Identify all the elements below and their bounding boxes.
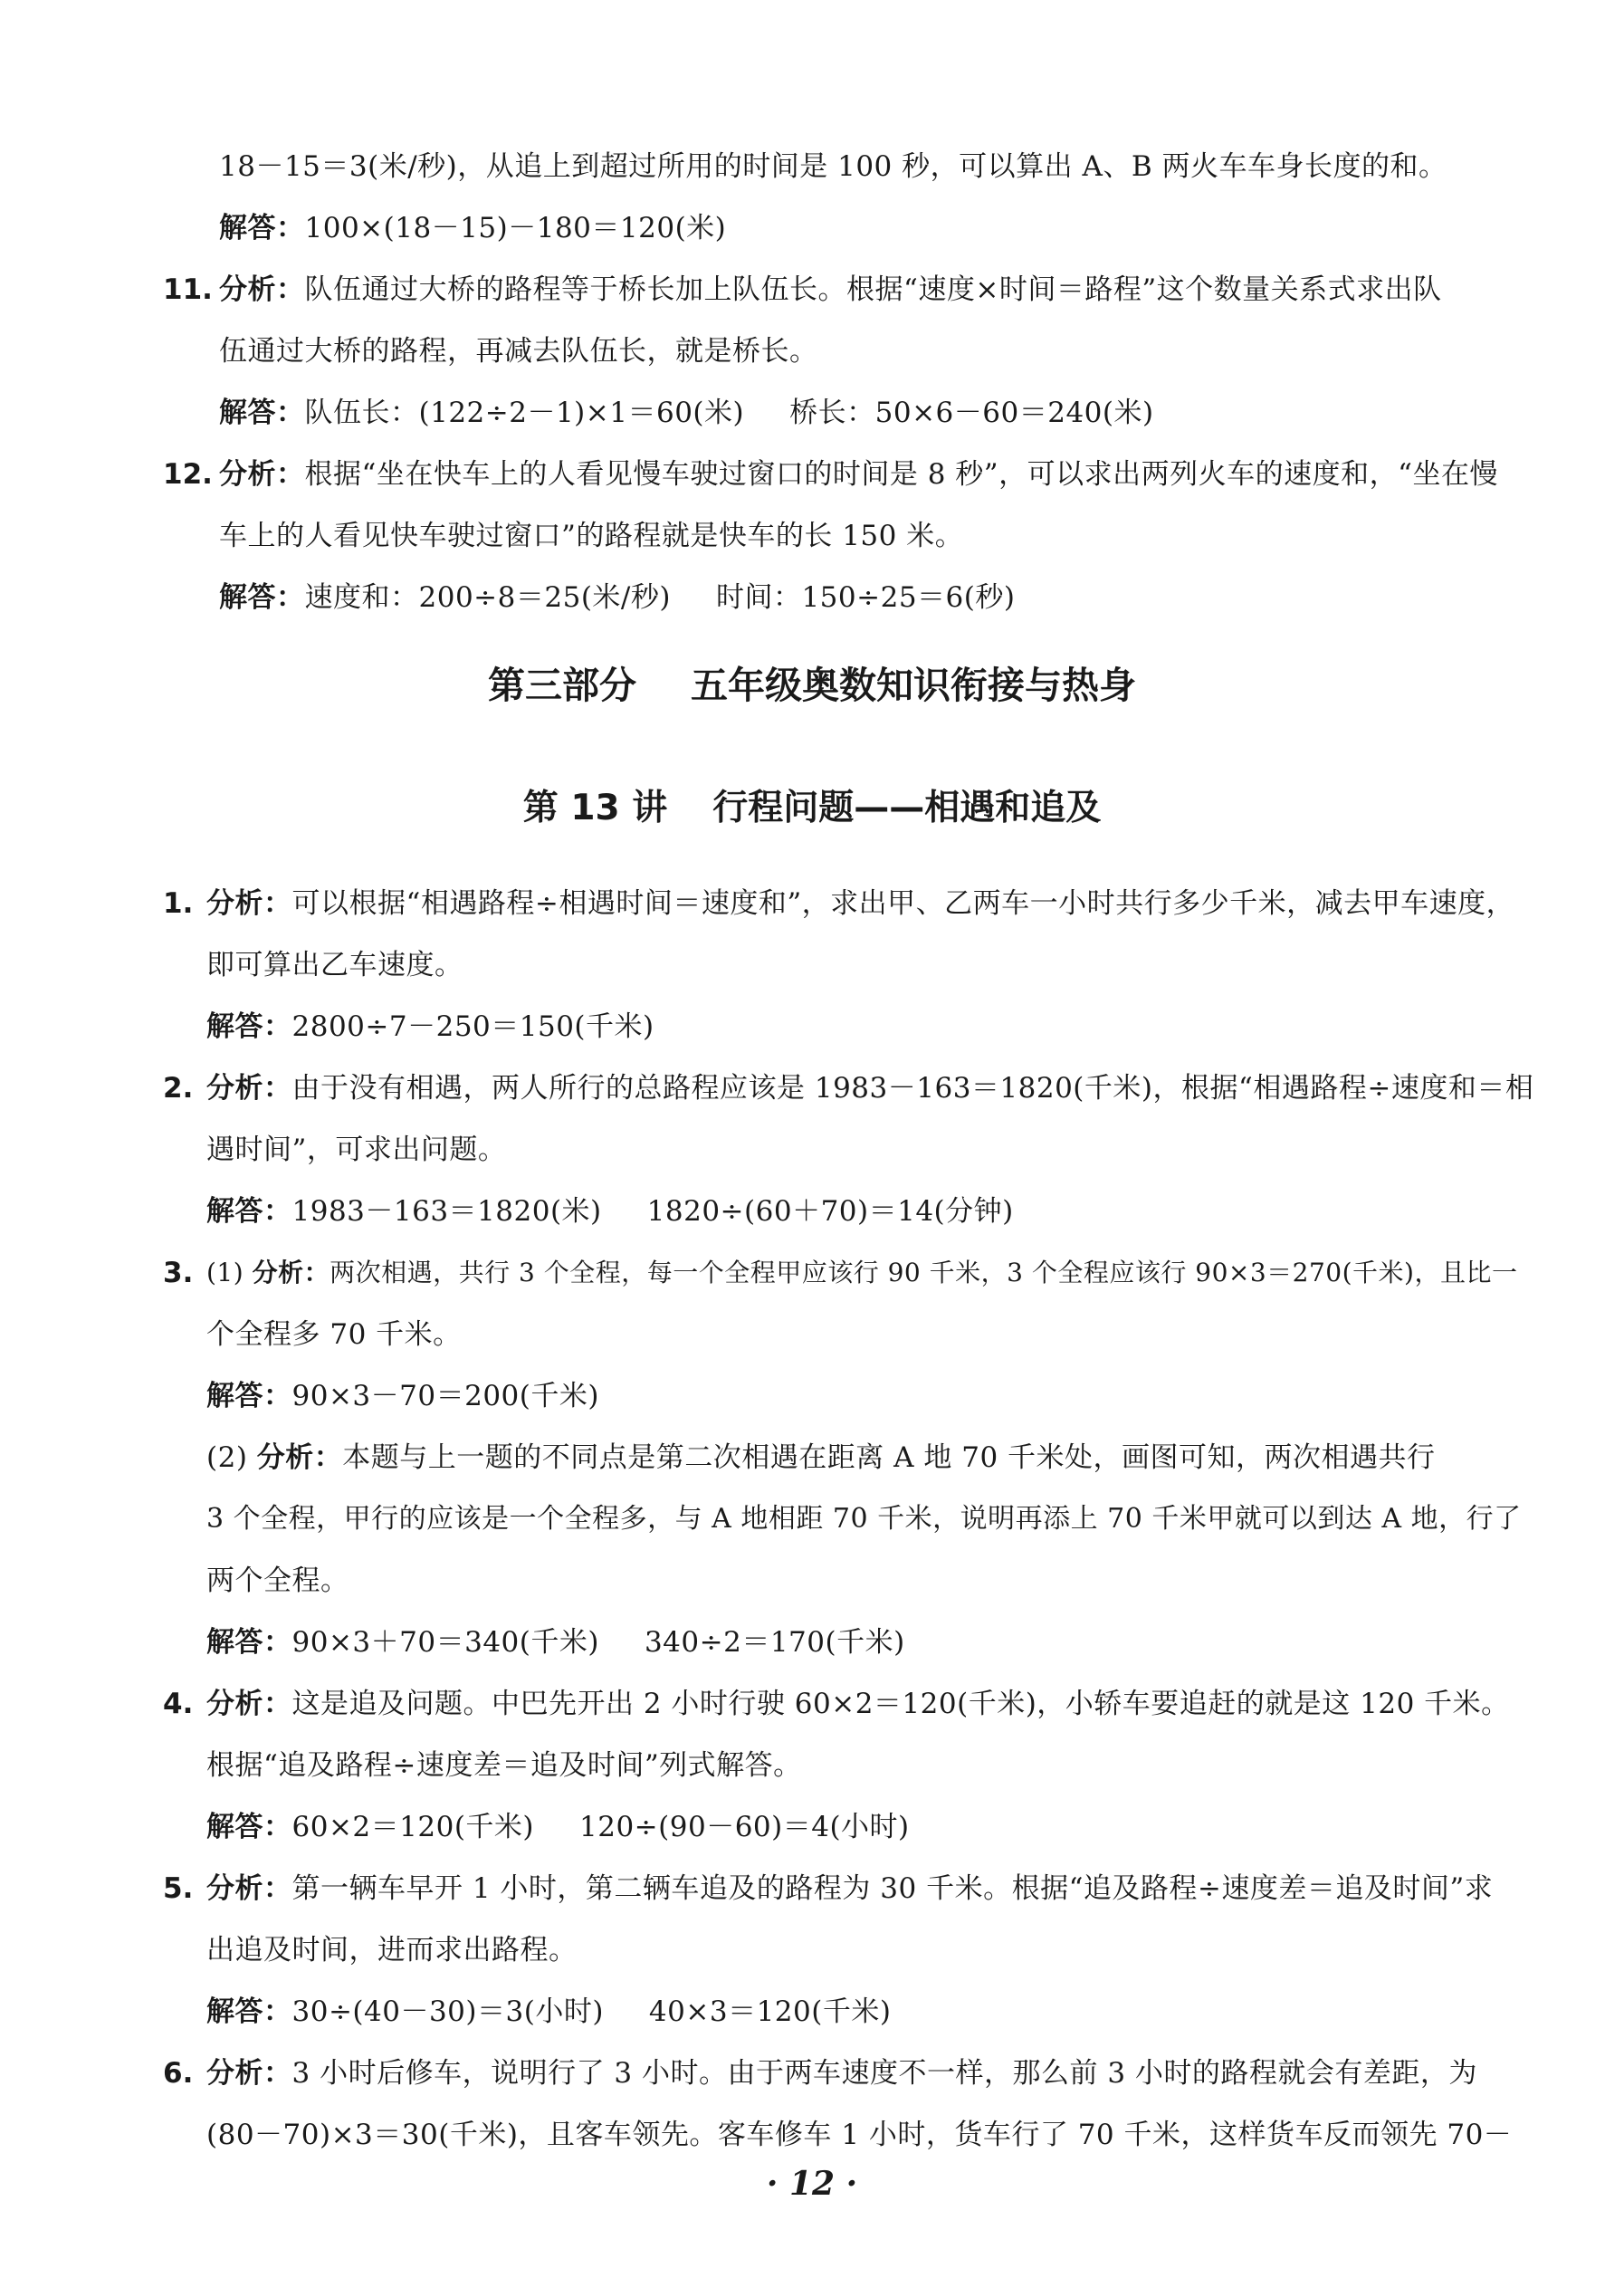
page-number: · 12 ·	[766, 2165, 858, 2203]
q11-analysis-line-1	[219, 272, 1442, 308]
analysis-label: 分析：	[252, 1258, 330, 1287]
question-number: 2.	[163, 1072, 194, 1105]
q5-analysis-line-2: 出追及时间，进而求出路程。	[206, 1934, 578, 1966]
answer-text: 桥长：50×6－60＝240(米)	[789, 397, 1154, 429]
q5-analysis-line-1	[206, 1871, 1493, 1907]
answer-label: 解答：	[206, 1811, 292, 1843]
answer-text: 40×3＝120(千米)	[648, 1995, 892, 2028]
part-number: 第三部分	[488, 664, 636, 707]
question-number: 4.	[163, 1688, 194, 1720]
q3-analysis-line-2: 个全程多 70 千米。	[206, 1318, 462, 1351]
q1-analysis-line-2: 即可算出乙车速度。	[206, 949, 463, 981]
q11-answer	[219, 395, 1154, 431]
analysis-label: 分析：	[219, 458, 305, 491]
analysis-label: 分析：	[219, 273, 305, 306]
q5-answer	[206, 1994, 891, 2030]
q12-analysis-line-1	[219, 456, 1498, 493]
answer-text: 100×(18－15)－180＝120(米)	[304, 212, 727, 244]
q6-analysis-line-1	[206, 2055, 1477, 2091]
analysis-text: 本题与上一题的不同点是第二次相遇在距离 A 地 70 千米处，画图可知，两次相遇共行	[342, 1441, 1436, 1474]
question-number: 6.	[163, 2057, 194, 2090]
question-number: 1.	[163, 887, 194, 920]
q3-answer-1	[206, 1378, 599, 1414]
answer-text: 速度和：200÷8＝25(米/秒)	[304, 581, 671, 614]
answer-text: 2800÷7－250＝150(千米)	[291, 1010, 654, 1043]
q2-answer	[206, 1193, 1014, 1230]
answer-label: 解答：	[206, 1380, 292, 1412]
answer-text: 90×3－70＝200(千米)	[291, 1380, 599, 1412]
analysis-text: 这是追及问题。中巴先开出 2 小时行驶 60×2＝120(千米)，小轿车要追赶的就是这 120 千米。	[291, 1688, 1510, 1720]
answer-label: 解答：	[219, 397, 305, 429]
q3-answer-2	[206, 1624, 905, 1660]
q2-analysis-line-2: 遇时间”，可求出问题。	[206, 1134, 507, 1166]
q6-analysis-line-2: (80－70)×3＝30(千米)，且客车领先。客车修车 1 小时，货车行了 70 千米，这样货车反而领先 70－	[206, 2119, 1513, 2151]
part-marker: (1)	[206, 1258, 244, 1287]
prev-cont-line: 18－15＝3(米/秒)，从追上到超过所用的时间是 100 秒，可以算出 A、B 两火车车身长度的和。	[219, 150, 1447, 183]
q3-analysis2-line-3: 两个全程。	[206, 1565, 349, 1597]
analysis-text: 可以根据“相遇路程÷相遇时间＝速度和”，求出甲、乙两车一小时共行多少千米，减去甲车速度，	[291, 887, 1515, 920]
answer-text: 90×3＋70＝340(千米)	[291, 1626, 599, 1659]
answer-label: 解答：	[219, 581, 305, 614]
q3-analysis2-line-1	[206, 1440, 1436, 1476]
answer-text: 340÷2＝170(千米)	[644, 1626, 905, 1659]
q11-analysis-line-2: 伍通过大桥的路程，再减去队伍长，就是桥长。	[219, 335, 818, 368]
question-number: 3.	[163, 1257, 194, 1289]
answer-text: 30÷(40－30)＝3(小时)	[291, 1995, 604, 2028]
q3-analysis-line-1	[206, 1255, 1517, 1291]
part-heading	[0, 663, 1624, 708]
answer-label: 解答：	[206, 1995, 292, 2028]
question-number: 5.	[163, 1872, 194, 1905]
analysis-label: 分析：	[206, 1072, 292, 1105]
q4-analysis-line-2: 根据“追及路程÷速度差＝追及时间”列式解答。	[206, 1749, 802, 1782]
q2-analysis-line-1	[206, 1070, 1533, 1106]
part-title: 五年级奥数知识衔接与热身	[691, 664, 1136, 707]
q12-answer	[219, 579, 1015, 616]
answer-text: 时间：150÷25＝6(秒)	[715, 581, 1016, 614]
q3-analysis2-line-2: 3 个全程，甲行的应该是一个全程多，与 A 地相距 70 千米，说明再添上 70 千米甲就可以到达 A 地，行了	[206, 1503, 1522, 1535]
answer-text: 队伍长：(122÷2－1)×1＝60(米)	[304, 397, 745, 429]
answer-label: 解答：	[206, 1010, 292, 1043]
answer-label: 解答：	[206, 1626, 292, 1659]
analysis-text: 两次相遇，共行 3 个全程，每一个全程甲应该行 90 千米，3 个全程应该行 90×3＝270(千米)，且比一	[330, 1258, 1518, 1287]
answer-text: 1983－163＝1820(米)	[291, 1195, 602, 1228]
lecture-number: 第 13 讲	[522, 788, 668, 828]
analysis-label: 分析：	[256, 1441, 343, 1474]
prev-answer	[219, 210, 726, 246]
answer-text: 1820÷(60＋70)＝14(分钟)	[646, 1195, 1014, 1228]
q1-analysis-line-1	[206, 885, 1514, 922]
answer-label: 解答：	[219, 212, 305, 244]
answer-text: 60×2＝120(千米)	[291, 1811, 535, 1843]
answer-text: 120÷(90－60)＝4(小时)	[579, 1811, 910, 1843]
analysis-text: 由于没有相遇，两人所行的总路程应该是 1983－163＝1820(千米)，根据“相遇路程÷速度和＝相	[291, 1072, 1534, 1105]
analysis-text: 3 小时后修车，说明行了 3 小时。由于两车速度不一样，那么前 3 小时的路程就会有差距，为	[291, 2057, 1477, 2090]
lecture-title: 行程问题——相遇和追及	[712, 788, 1102, 828]
lecture-heading	[0, 786, 1624, 831]
question-number: 12.	[163, 458, 213, 491]
analysis-label: 分析：	[206, 887, 292, 920]
analysis-text: 根据“坐在快车上的人看见慢车驶过窗口的时间是 8 秒”，可以求出两列火车的速度和，“坐在慢	[304, 458, 1498, 491]
part-marker: (2)	[206, 1441, 248, 1474]
q12-analysis-line-2: 车上的人看见快车驶过窗口”的路程就是快车的长 150 米。	[219, 520, 964, 552]
question-number: 11.	[163, 273, 213, 306]
analysis-label: 分析：	[206, 2057, 292, 2090]
q1-answer	[206, 1009, 654, 1045]
analysis-text: 队伍通过大桥的路程等于桥长加上队伍长。根据“速度×时间＝路程”这个数量关系式求出队	[304, 273, 1442, 306]
analysis-label: 分析：	[206, 1688, 292, 1720]
analysis-label: 分析：	[206, 1872, 292, 1905]
analysis-text: 第一辆车早开 1 小时，第二辆车追及的路程为 30 千米。根据“追及路程÷速度差＝追及时间”求	[291, 1872, 1494, 1905]
q4-answer	[206, 1809, 910, 1845]
q4-analysis-line-1	[206, 1686, 1510, 1722]
answer-label: 解答：	[206, 1195, 292, 1228]
